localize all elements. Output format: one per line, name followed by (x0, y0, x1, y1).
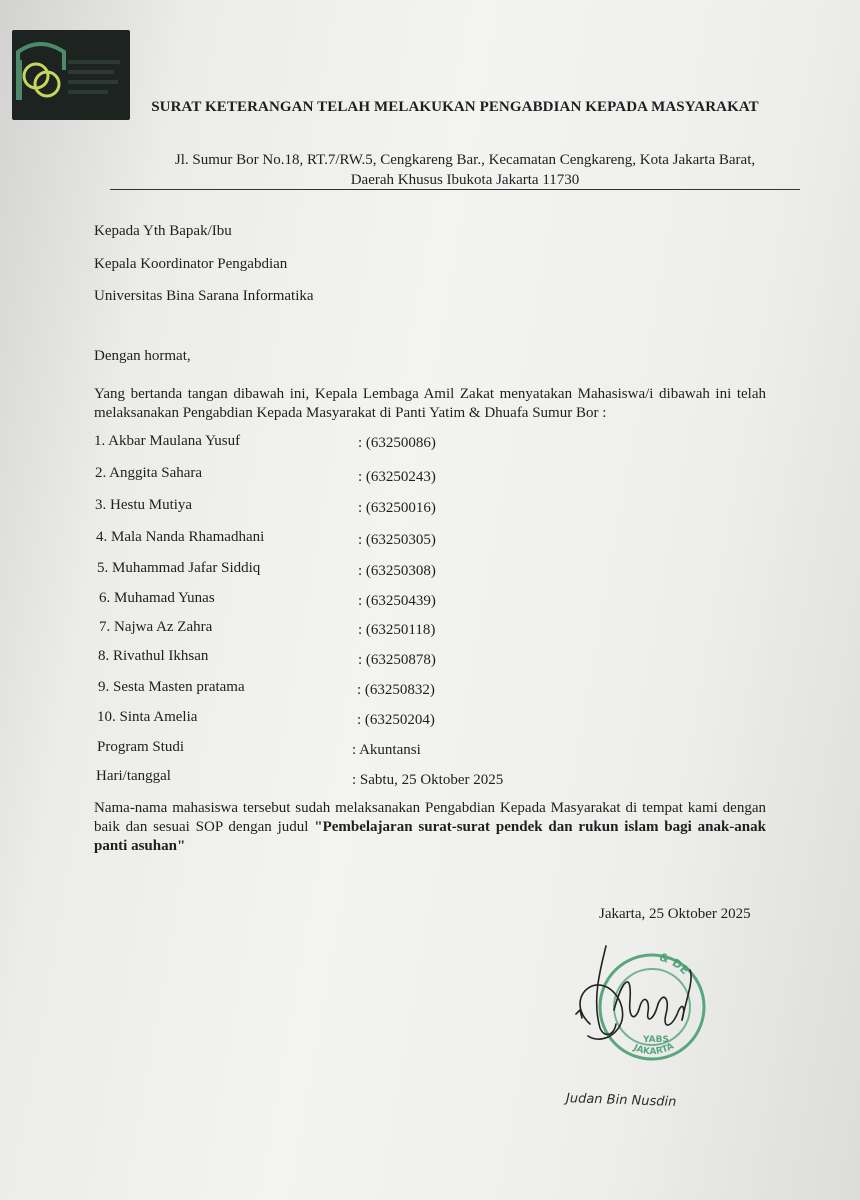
student-id: : (63250878) (358, 652, 436, 668)
student-id: : (63250118) (358, 622, 436, 638)
student-id: : (63250308) (358, 563, 436, 579)
stamp-bottom-text: JAKARTA (631, 1041, 676, 1058)
student-id: : (63250439) (358, 593, 436, 609)
recipient-line-2: Kepala Koordinator Pengabdian (94, 256, 288, 272)
student-id: : (63250086) (358, 435, 436, 451)
closing-paragraph (94, 799, 766, 856)
student-id: : (63250204) (357, 712, 435, 728)
header-divider (110, 189, 800, 190)
logo-mark-icon (12, 30, 130, 120)
activity-title: "Pembelajaran surat-surat pendek dan rukun islam bagi anak-anak panti asuhan" (94, 819, 766, 854)
student-id: : (63250243) (358, 469, 436, 485)
student-id: : (63250016) (358, 500, 436, 516)
recipient-line-1: Kepada Yth Bapak/Ibu (94, 223, 232, 239)
program-value: : Akuntansi (352, 742, 421, 758)
stamp-center-text: YABS (643, 1035, 669, 1045)
greeting: Dengan hormat, (94, 348, 191, 364)
stamp-top-text: & DE (657, 950, 692, 978)
program-label: Program Studi (97, 739, 185, 755)
student-name: 7. Najwa Az Zahra (99, 619, 213, 635)
student-name: 4. Mala Nanda Rhamadhani (96, 529, 265, 545)
student-name: 10. Sinta Amelia (97, 709, 198, 725)
address-line-1: Jl. Sumur Bor No.18, RT.7/RW.5, Cengkareng Bar., Kecamatan Cengkareng, Kota Jakarta Barat, (174, 152, 756, 168)
svg-text:& DE (658, 951, 692, 977)
recipient-line-3: Universitas Bina Sarana Informatika (94, 288, 314, 304)
student-name: 8. Rivathul Ikhsan (98, 648, 209, 664)
date-label: Hari/tanggal (96, 768, 171, 784)
student-name: 6. Muhamad Yunas (99, 590, 215, 606)
student-name: 3. Hestu Mutiya (95, 497, 193, 513)
student-id: : (63250832) (357, 682, 435, 698)
intro-paragraph: Yang bertanda tangan dibawah ini, Kepala Lembaga Amil Zakat menyatakan Mahasiswa/i dibawah ini telah melaksanakan Pengabdian Kepada Masyarakat di Panti Yatim & Dhuafa Sumur Bor : (94, 386, 766, 421)
student-id: : (63250305) (358, 532, 436, 548)
student-name: 5. Muhammad Jafar Siddiq (97, 560, 261, 576)
student-name: 2. Anggita Sahara (95, 465, 203, 481)
student-name: 9. Sesta Masten pratama (98, 679, 245, 695)
address-block (120, 150, 810, 190)
organization-logo (12, 30, 130, 120)
address-line-2: Daerah Khusus Ibukota Jakarta 11730 (350, 172, 580, 188)
student-name: 1. Akbar Maulana Yusuf (94, 433, 241, 449)
signature-stamp (570, 940, 720, 1070)
closing-text: Nama-nama mahasiswa tersebut sudah melaksanakan Pengabdian Kepada Masyarakat di tempat kami dengan baik dan sesuai SOP dengan judul (94, 800, 766, 835)
document-title: SURAT KETERANGAN TELAH MELAKUKAN PENGABDIAN KEPADA MASYARAKAT (151, 99, 759, 115)
signer-name: Judan Bin Nusdin (565, 1091, 677, 1110)
place-date: Jakarta, 25 Oktober 2025 (599, 906, 751, 922)
date-value: : Sabtu, 25 Oktober 2025 (352, 772, 504, 788)
